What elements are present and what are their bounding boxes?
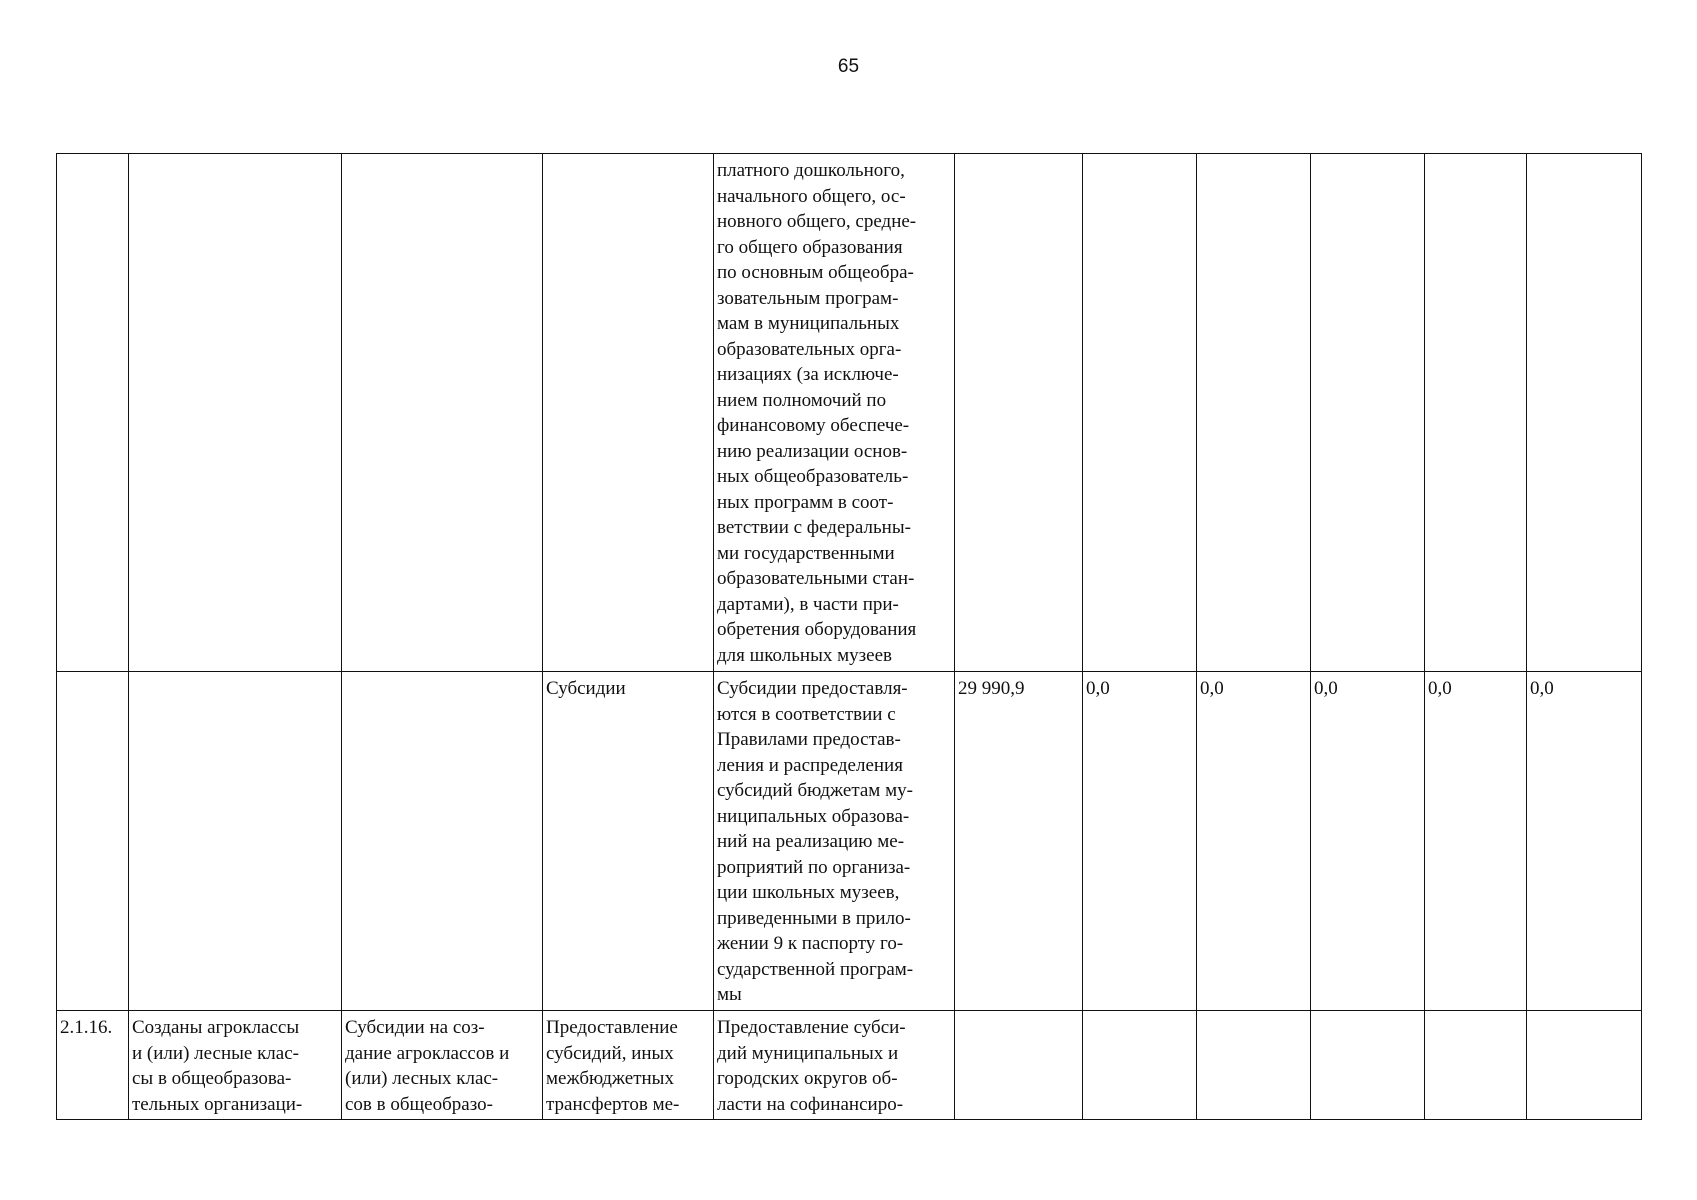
table-row (57, 672, 1642, 1011)
cell-value (1311, 1011, 1425, 1120)
cell-number (57, 154, 129, 672)
cell-value (955, 1011, 1083, 1120)
cell-description: Предоставление субси- дий муниципальных и городских округов об- ласти на софинансиро- (714, 1011, 955, 1120)
cell-type (543, 154, 714, 672)
cell-result (129, 672, 342, 1011)
cell-value: 0,0 (1311, 672, 1425, 1011)
cell-number (57, 672, 129, 1011)
cell-value (1425, 154, 1527, 672)
cell-description: платного дошкольного, начального общего, ос- новного общего, средне- го общего образования по основным общеобра- зовательным програм- мам в муниципальных образовательных орга- низациях (за исключе- нием полномочий по финансовому обеспече- нию реализации основ- ных общеобразователь- ных программ в соот- ветствии с федеральны- ми государственными образовательными стан- дартами), в части при- обретения оборудования для школьных музеев (714, 154, 955, 672)
cell-value (1197, 1011, 1311, 1120)
cell-value: 0,0 (1527, 672, 1642, 1011)
cell-type: Субсидии (543, 672, 714, 1011)
cell-description: Субсидии предоставля- ются в соответствии с Правилами предостав- ления и распределения субсидий бюджетам му- ниципальных образова- ний на реализацию ме- роприятий по организа- ции школьных музеев, приведенными в прило- жении 9 к паспорту го- сударственной програм- мы (714, 672, 955, 1011)
cell-result: Созданы агроклассы и (или) лесные клас- сы в общеобразова- тельных организаци- (129, 1011, 342, 1120)
cell-value (1083, 1011, 1197, 1120)
cell-value (1425, 1011, 1527, 1120)
cell-value: 0,0 (1083, 672, 1197, 1011)
table-row (57, 1011, 1642, 1120)
cell-value: 29 990,9 (955, 672, 1083, 1011)
cell-value: 0,0 (1425, 672, 1527, 1011)
cell-result (129, 154, 342, 672)
page-number: 65 (837, 56, 860, 77)
cell-type: Предоставление субсидий, иных межбюджетных трансфертов ме- (543, 1011, 714, 1120)
cell-value (1083, 154, 1197, 672)
cell-value (1197, 154, 1311, 672)
cell-number: 2.1.16. (57, 1011, 129, 1120)
cell-value (1311, 154, 1425, 672)
cell-measure (342, 672, 543, 1011)
cell-measure (342, 154, 543, 672)
budget-table (56, 153, 1642, 1120)
cell-measure: Субсидии на соз- дание агроклассов и (или) лесных клас- сов в общеобразо- (342, 1011, 543, 1120)
table-row (57, 154, 1642, 672)
cell-value (1527, 1011, 1642, 1120)
cell-value: 0,0 (1197, 672, 1311, 1011)
cell-value (955, 154, 1083, 672)
cell-value (1527, 154, 1642, 672)
